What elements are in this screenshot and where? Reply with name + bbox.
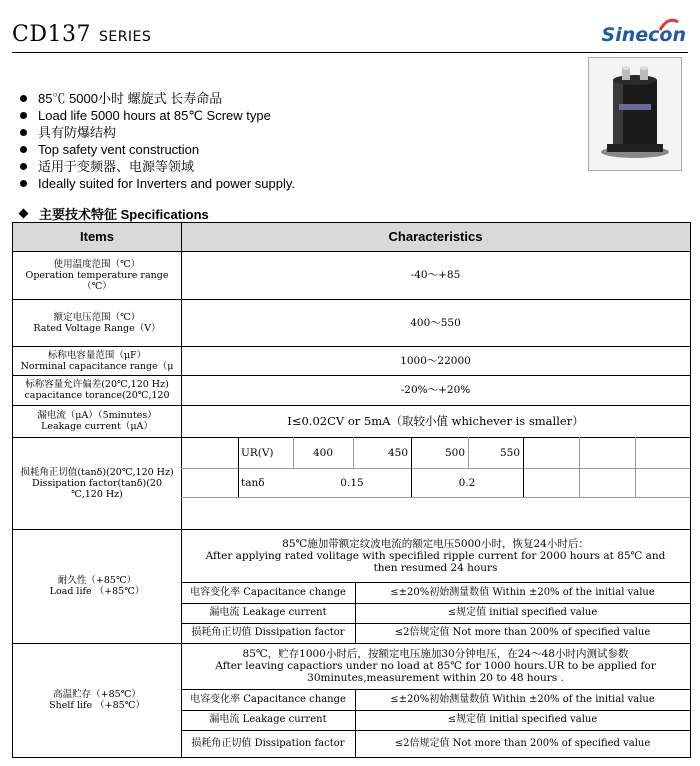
sub-item-value: ≤±20%初始测量数值 Within ±20% of the initial value	[390, 693, 655, 705]
desc-en: then resumed 24 hours	[373, 561, 498, 574]
sub-item-value: ≤±20%初始测量数值 Within ±20% of the initial value	[390, 586, 655, 598]
label-cn: 损耗角正切值(tanδ)(20℃,120 Hz)	[20, 466, 174, 478]
row-label-temperature	[13, 251, 181, 299]
list-item	[20, 175, 295, 192]
list-item	[20, 158, 295, 175]
product-image	[588, 57, 682, 171]
bullet-icon	[20, 180, 27, 187]
label-cn: 漏电流（μA）（5minutes）	[37, 410, 157, 421]
header-divider	[12, 52, 688, 53]
ur-label: UR(V)	[241, 446, 274, 459]
label-en: Rated Voltage Range（V）	[33, 322, 161, 334]
bullet-icon	[20, 163, 27, 170]
label-cn: 标称容量允许偏差(20℃,120 Hz)	[25, 379, 169, 390]
desc-cn: 85℃，贮存1000小时后，按额定电压施加30分钟电压，在24～48小时内测试参数	[242, 648, 629, 660]
bullet-text: Ideally suited for Inverters and power supply.	[38, 176, 296, 191]
bullet-icon	[20, 112, 27, 119]
bullet-text: 具有防爆结构	[38, 125, 117, 140]
label-unit: （℃）	[82, 280, 112, 292]
list-item	[20, 107, 295, 124]
sub-item-name: 电容变化率 Capacitance change	[190, 586, 346, 598]
sub-item-value: ≤规定值 initial specified value	[447, 607, 598, 618]
label-unit: ℃,120 Hz)	[71, 488, 123, 500]
row-label-capacitance	[13, 346, 181, 375]
bullet-icon	[20, 95, 27, 102]
value-voltage: 400～550	[410, 316, 461, 329]
bullet-icon	[20, 146, 27, 153]
diamond-icon	[19, 209, 29, 219]
list-item	[20, 90, 295, 107]
sub-item-value: ≤规定值 initial specified value	[447, 714, 598, 725]
label-en: Load life （+85℃）	[49, 586, 145, 597]
specifications-table	[12, 222, 691, 758]
label-cn: 标称电容量范围（μF）	[47, 349, 147, 361]
specifications-heading-text: 主要技术特征 Specifications	[39, 207, 209, 222]
brand-logo	[602, 24, 686, 46]
bullet-text: Top safety vent construction	[38, 142, 200, 157]
tan-label: tanδ	[241, 476, 265, 489]
value-tolerance: -20%～+20%	[400, 384, 471, 396]
series-label: SERIES	[98, 29, 152, 45]
sub-item-value: ≤2倍规定值 Not more than 200% of specified value	[394, 737, 651, 749]
ur-value: 500	[444, 446, 465, 459]
tan-value: 0.2	[458, 476, 476, 489]
sub-item-name: 电容变化率 Capacitance change	[190, 693, 346, 705]
value-temperature: -40～+85	[410, 269, 461, 281]
ur-value: 550	[499, 446, 520, 459]
desc-en: After leaving capactiors under no load at 85℃ for 1000 hours.UR to be applied for	[215, 660, 656, 672]
row-label-load-life	[13, 529, 181, 643]
tan-value: 0.15	[340, 476, 364, 489]
label-cn: 高温贮存（+85℃）	[53, 689, 141, 700]
list-item	[20, 124, 295, 141]
page-header	[12, 20, 688, 50]
column-header-items: Items	[13, 223, 181, 251]
bullet-text: 85℃ 5000小时 螺旋式 长寿命品	[38, 91, 223, 106]
value-capacitance: 1000～22000	[400, 354, 471, 367]
row-label-tolerance	[13, 375, 181, 405]
label-en: capacitance torance(20℃,120	[24, 390, 170, 401]
brand-name: Sinecon	[601, 24, 686, 46]
value-leakage: I≤0.02CV or 5mA（取较小值 whichever is smaller）	[287, 414, 584, 428]
label-en: Operation temperature range	[25, 269, 169, 281]
model-name: CD137	[12, 22, 91, 47]
sub-item-name: 漏电流 Leakage current	[209, 714, 327, 725]
sub-item-value: ≤2倍规定值 Not more than 200% of specified value	[394, 627, 651, 638]
ur-value: 400	[312, 446, 334, 459]
list-item	[20, 141, 295, 158]
logo-swoosh-icon	[658, 18, 680, 32]
label-en: Dissipation factor(tanδ)(20	[31, 477, 162, 489]
sub-item-name: 漏电流 Leakage current	[209, 607, 327, 618]
ur-value: 450	[387, 446, 408, 459]
row-label-dissipation	[13, 437, 181, 529]
label-cn: 额定电压范围（℃）	[53, 311, 141, 323]
label-cn: 耐久性（+85℃）	[57, 575, 137, 586]
desc-cn: 85℃施加带额定纹波电流的额定电压5000小时，恢复24小时后：	[282, 537, 589, 550]
row-label-voltage	[13, 299, 181, 346]
load-life-description	[181, 529, 690, 582]
capacitor-icon	[589, 58, 681, 170]
bullet-text: 适用于变频器、电源等领域	[38, 159, 195, 174]
label-en: Leakage current（μA）	[41, 421, 153, 432]
row-label-leakage	[13, 405, 181, 437]
bullet-text: Load life 5000 hours at 85℃ Screw type	[38, 108, 271, 123]
feature-list	[20, 90, 295, 192]
sub-item-name: 损耗角正切值 Dissipation factor	[191, 737, 345, 749]
specifications-heading	[20, 204, 209, 223]
label-en: Shelf life （+85℃）	[49, 700, 145, 711]
row-label-shelf-life	[13, 643, 181, 757]
sub-item-name: 损耗角正切值 Dissipation factor	[191, 627, 345, 638]
page-title	[12, 22, 151, 47]
column-header-characteristics: Characteristics	[181, 223, 690, 251]
bullet-icon	[20, 129, 27, 136]
label-en: Norminal capacitance range（μ	[20, 360, 174, 372]
desc-en: After applying rated volitage with specifiled ripple current for 2000 hours at 85℃ and	[205, 549, 666, 562]
desc-en: 30minutes,measurement within 20 to 48 hours .	[307, 672, 564, 684]
shelf-life-description	[181, 643, 690, 689]
label-cn: 使用温度范围（℃）	[53, 258, 141, 270]
